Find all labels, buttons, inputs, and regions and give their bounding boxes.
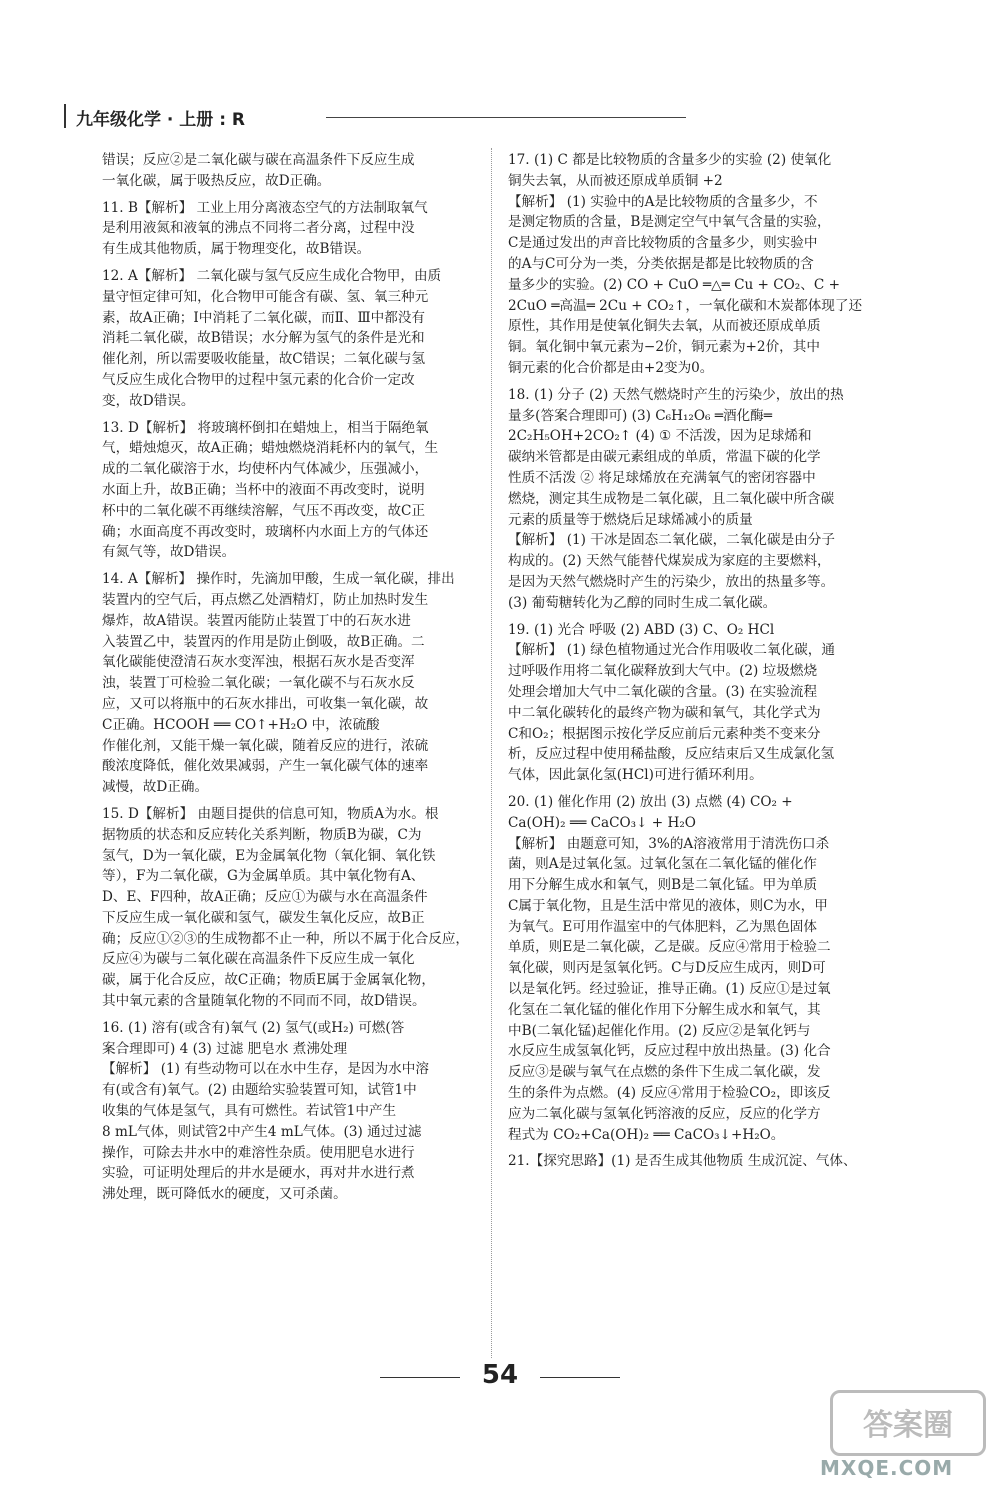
text-line: 15. D【解析】 由题目提供的信息可知，物质A为水。根 [102, 805, 439, 822]
text-line: 构成的。(2) 天然气能替代煤炭成为家庭的主要燃料， [508, 553, 831, 570]
text-line: 有氮气等，故D错误。 [102, 544, 236, 561]
answer-item [102, 804, 476, 1012]
column-divider [491, 148, 492, 1358]
text-line: 量多(答案合理即可) (3) C₆H₁₂O₆ ═酒化酶═ [508, 407, 772, 424]
text-line: (3) 葡萄糖转化为乙醇的同时生成二氧化碳。 [508, 594, 777, 611]
text-line: 中B(二氧化锰)起催化作用。(2) 反应②是氧化钙与 [508, 1022, 811, 1039]
answer-item [102, 1018, 476, 1205]
answer-item [508, 150, 898, 379]
right-column [508, 150, 898, 1178]
text-line: 一氧化碳，属于吸热反应，故D正确。 [102, 172, 331, 189]
answer-item [508, 792, 898, 1146]
text-line: 铜。氧化铜中氧元素为−2价，铜元素为+2价，其中 [508, 339, 820, 356]
site-watermark [820, 1390, 990, 1480]
text-line: 菌，则A是过氧化氢。过氧化氢在二氧化锰的催化作 [508, 856, 817, 873]
text-line: 为氧气。E可用作温室中的气体肥料，乙为黑色固体 [508, 918, 817, 935]
text-line: 11. B【解析】 工业上用分离液态空气的方法制取氧气 [102, 199, 428, 216]
text-line: 据物质的状态和反应转化关系判断，物质B为碳，C为 [102, 826, 422, 843]
text-line: 是测定物质的含量，B是测定空气中氧气含量的实验， [508, 214, 831, 231]
text-line: 14. A【解析】 操作时，先滴加甲酸，生成一氧化碳，排出 [102, 571, 455, 588]
text-line: C属于氧化物，且是生活中常见的液体，则C为水，甲 [508, 897, 828, 914]
text-line: 消耗二氧化碳，故B错误；水分解为氢气的条件是光和 [102, 330, 425, 347]
text-line: C和O₂；根据图示按化学反应前后元素种类不变来分 [508, 725, 821, 742]
book-title: 九年级化学 · 上册 : R [76, 110, 246, 130]
text-line: 用下分解生成水和氧气，则B是二氧化锰。甲为单质 [508, 877, 818, 894]
text-line: 操作，可除去井水中的难溶性杂质。使用肥皂水进行 [102, 1144, 415, 1161]
text-line: 实验，可证明处理后的井水是硬水，再对井水进行煮 [102, 1165, 415, 1182]
text-line: 氧化碳，则丙是氢氧化钙。C与D反应生成丙，则D可 [508, 960, 826, 977]
text-line: 13. D【解析】 将玻璃杯倒扣在蜡烛上，相当于隔绝氧 [102, 419, 429, 436]
text-line: 19. (1) 光合 呼吸 (2) ABD (3) C、O₂ HCl [508, 621, 775, 638]
text-line: D、E、F四种，故A正确；反应①为碳与水在高温条件 [102, 889, 428, 906]
answer-item [102, 150, 476, 192]
text-line: 确；水面高度不再改变时，玻璃杯内水面上方的气体还 [102, 523, 429, 540]
text-line: 素，故A正确；Ⅰ中消耗了二氧化碳，而Ⅱ、Ⅲ中都没有 [102, 309, 426, 326]
text-line: 入装置乙中，装置丙的作用是防止倒吸，故B正确。二 [102, 633, 425, 650]
text-line: 17. (1) C 都是比较物质的含量多少的实验 (2) 使氧化 [508, 152, 832, 168]
text-line: 水面上升，故B正确；当杯中的液面不再改变时，说明 [102, 481, 425, 498]
text-line: 18. (1) 分子 (2) 天然气燃烧时产生的污染少，放出的热 [508, 386, 844, 403]
text-line: 元素的质量等于燃烧后足球烯减小的质量 [508, 511, 753, 528]
text-line: 【解析】 (1) 实验中的A是比较物质的含量多少，不 [508, 193, 818, 210]
text-line: 收集的气体是氢气，具有可燃性。若试管1中产生 [102, 1103, 397, 1120]
answer-item [508, 1151, 898, 1172]
text-line: 碳纳米管都是由碳元素组成的单质，常温下碳的化学 [508, 449, 821, 466]
answer-item [102, 266, 476, 412]
text-line: 减慢，故D正确。 [102, 779, 209, 796]
page-number: 54 [481, 1360, 519, 1390]
text-line: 过呼吸作用将二氧化碳释放到大气中。(2) 垃圾燃烧 [508, 663, 818, 680]
text-line: 程式为 CO₂+Ca(OH)₂ ══ CaCO₃↓+H₂O。 [508, 1126, 785, 1143]
text-line: 2C₂H₅OH+2CO₂↑ (4) ① 不活泼，因为足球烯和 [508, 428, 812, 445]
text-line: 燃烧，测定其生成物是二氧化碳，且二氧化碳中所含碳 [508, 490, 835, 507]
text-line: 装置内的空气后，再点燃乙处酒精灯，防止加热时发生 [102, 591, 429, 608]
text-line: 单质，则E是二氧化碳，乙是碳。反应④常用于检验二 [508, 939, 831, 956]
text-line: 8 mL气体，则试管2中产生4 mL气体。(3) 通过过滤 [102, 1123, 422, 1140]
text-line: Ca(OH)₂ ══ CaCO₃↓ + H₂O [508, 814, 696, 831]
text-line: 案合理即可) 4 (3) 过滤 肥皂水 煮沸处理 [102, 1040, 348, 1057]
text-line: 杯中的二氧化碳不再继续溶解，气压不再改变，故C正 [102, 502, 426, 519]
text-line: 中二氧化碳转化的最终产物为碳和氧气，其化学式为 [508, 704, 821, 721]
header-rule [326, 117, 686, 118]
text-line: 析，反应过程中使用稀盐酸，反应结束后又生成氯化氢 [508, 746, 835, 763]
text-line: 气反应生成化合物甲的过程中氢元素的化合价一定改 [102, 371, 415, 388]
text-line: 酸浓度降低，催化效果减弱，产生一氧化碳气体的速率 [102, 758, 429, 775]
left-column [102, 150, 476, 1211]
header-bracket [64, 104, 69, 128]
text-line: 下反应生成一氧化碳和氢气，碳发生氧化反应，故B正 [102, 909, 425, 926]
text-line: 反应④为碳与二氧化碳在高温条件下反应生成一氧化 [102, 951, 415, 968]
answer-item [102, 569, 476, 798]
text-line: 16. (1) 溶有(或含有)氧气 (2) 氢气(或H₂) 可燃(答 [102, 1019, 405, 1036]
text-line: 【解析】 (1) 绿色植物通过光合作用吸收二氧化碳，通 [508, 642, 835, 659]
text-line: 铜元素的化合价都是由+2变为0。 [508, 359, 714, 376]
text-line: 生的条件为点燃。(4) 反应④常用于检验CO₂，即该反 [508, 1085, 831, 1102]
footer-rule-right [540, 1377, 620, 1378]
text-line: 化氢在二氧化锰的催化作用下分解生成水和氧气，其 [508, 1001, 821, 1018]
text-line: 催化剂，所以需要吸收能量，故C错误；二氧化碳与氢 [102, 351, 426, 368]
text-line: 反应③是碳与氧气在点燃的条件下生成二氧化碳，发 [508, 1064, 821, 1081]
watermark-logo [830, 1390, 986, 1456]
text-line: 气体，因此氯化氢(HCl)可进行循环利用。 [508, 767, 763, 784]
text-line: 量守恒定律可知，化合物甲可能含有碳、氢、氧三种元 [102, 288, 429, 305]
text-line: 处理会增加大气中二氧化碳的含量。(3) 在实验流程 [508, 683, 818, 700]
text-line: 应，又可以将瓶中的石灰水排出，可收集一氧化碳，故 [102, 695, 429, 712]
watermark-url: MXQE.COM [820, 1456, 954, 1480]
text-line: 等），F为二氧化碳，G为金属单质。其中氧化物有A、 [102, 868, 425, 885]
text-line: 量多少的实验。(2) CO + CuO ═△═ Cu + CO₂、C + [508, 276, 840, 293]
footer-rule-left [380, 1377, 460, 1378]
text-line: 气，蜡烛熄灭，故A正确；蜡烛燃烧消耗杯内的氧气，生 [102, 440, 439, 457]
text-line: 水反应生成氢氧化钙，反应过程中放出热量。(3) 化合 [508, 1043, 831, 1060]
text-line: 的A与C可分为一类，分类依据是都是比较物质的含 [508, 255, 814, 272]
text-line: 是因为天然气燃烧时产生的污染少，放出的热量多等。 [508, 573, 835, 590]
answer-item [508, 620, 898, 786]
text-line: 浊，装置丁可检验二氧化碳；一氧化碳不与石灰水反 [102, 675, 415, 692]
text-line: 【解析】 由题意可知，3%的A溶液常用于清洗伤口杀 [508, 835, 830, 852]
text-line: 确；反应①②③的生成物都不止一种，所以不属于化合反应， [102, 930, 470, 947]
text-line: 氧化碳能使澄清石灰水变浑浊，根据石灰水是否变浑 [102, 654, 415, 671]
text-line: C是通过发出的声音比较物质的含量多少，则实验中 [508, 235, 818, 252]
page-header [64, 104, 624, 128]
text-line: 变，故D错误。 [102, 392, 195, 409]
text-line: 成的二氧化碳溶于水，均使杯内气体减少，压强减小， [102, 461, 429, 478]
text-line: 爆炸，故A错误。装置丙能防止装置丁中的石灰水进 [102, 612, 411, 629]
svg-text:答案圈: 答案圈 [863, 1408, 953, 1443]
text-line: 性质不活泼 ② 将足球烯放在充满氧气的密闭容器中 [508, 469, 816, 486]
text-line: 应为二氧化碳与氢氧化钙溶液的反应，反应的化学方 [508, 1105, 821, 1122]
text-line: 是利用液氮和液氧的沸点不同将二者分离，过程中没 [102, 220, 415, 237]
text-line: 2CuO ═高温═ 2Cu + CO₂↑，一氧化碳和木炭都体现了还 [508, 297, 863, 314]
text-line: 碳，属于化合反应，故C正确；物质E属于金属氧化物， [102, 972, 435, 989]
text-line: 作催化剂，又能干燥一氧化碳，随着反应的进行，浓硫 [102, 737, 429, 754]
text-line: 铜失去氧，从而被还原成单质铜 +2 [508, 172, 723, 189]
text-line: 错误；反应②是二氧化碳与碳在高温条件下反应生成 [102, 152, 415, 168]
text-line: 20. (1) 催化作用 (2) 放出 (3) 点燃 (4) CO₂ + [508, 793, 793, 810]
answer-item [508, 385, 898, 614]
text-line: 【解析】 (1) 干冰是固态二氧化碳，二氧化碳是由分子 [508, 532, 835, 549]
text-line: 原性，其作用是使氧化铜失去氧，从而被还原成单质 [508, 318, 821, 335]
text-line: 12. A【解析】 二氧化碳与氢气反应生成化合物甲，由质 [102, 267, 442, 284]
text-line: 有生成其他物质，属于物理变化，故B错误。 [102, 241, 371, 258]
text-line: 21.【探究思路】(1) 是否生成其他物质 生成沉淀、气体、 [508, 1153, 857, 1170]
answer-item [102, 198, 476, 260]
text-line: 其中氧元素的含量随氧化物的不同而不同，故D错误。 [102, 993, 426, 1010]
text-line: 氢气，D为一氧化碳，E为金属氧化物（氧化铜、氧化铁 [102, 847, 436, 864]
text-line: 以是氧化钙。经过验证，推导正确。(1) 反应①是过氧 [508, 981, 831, 998]
answer-item [102, 418, 476, 564]
text-line: 有(或含有)氧气。(2) 由题给实验装置可知，试管1中 [102, 1082, 417, 1099]
text-line: 沸处理，既可降低水的硬度，又可杀菌。 [102, 1186, 347, 1203]
text-line: C正确。HCOOH ══ CO↑+H₂O 中，浓硫酸 [102, 716, 380, 733]
text-line: 【解析】 (1) 有些动物可以在水中生存，是因为水中溶 [102, 1061, 429, 1078]
